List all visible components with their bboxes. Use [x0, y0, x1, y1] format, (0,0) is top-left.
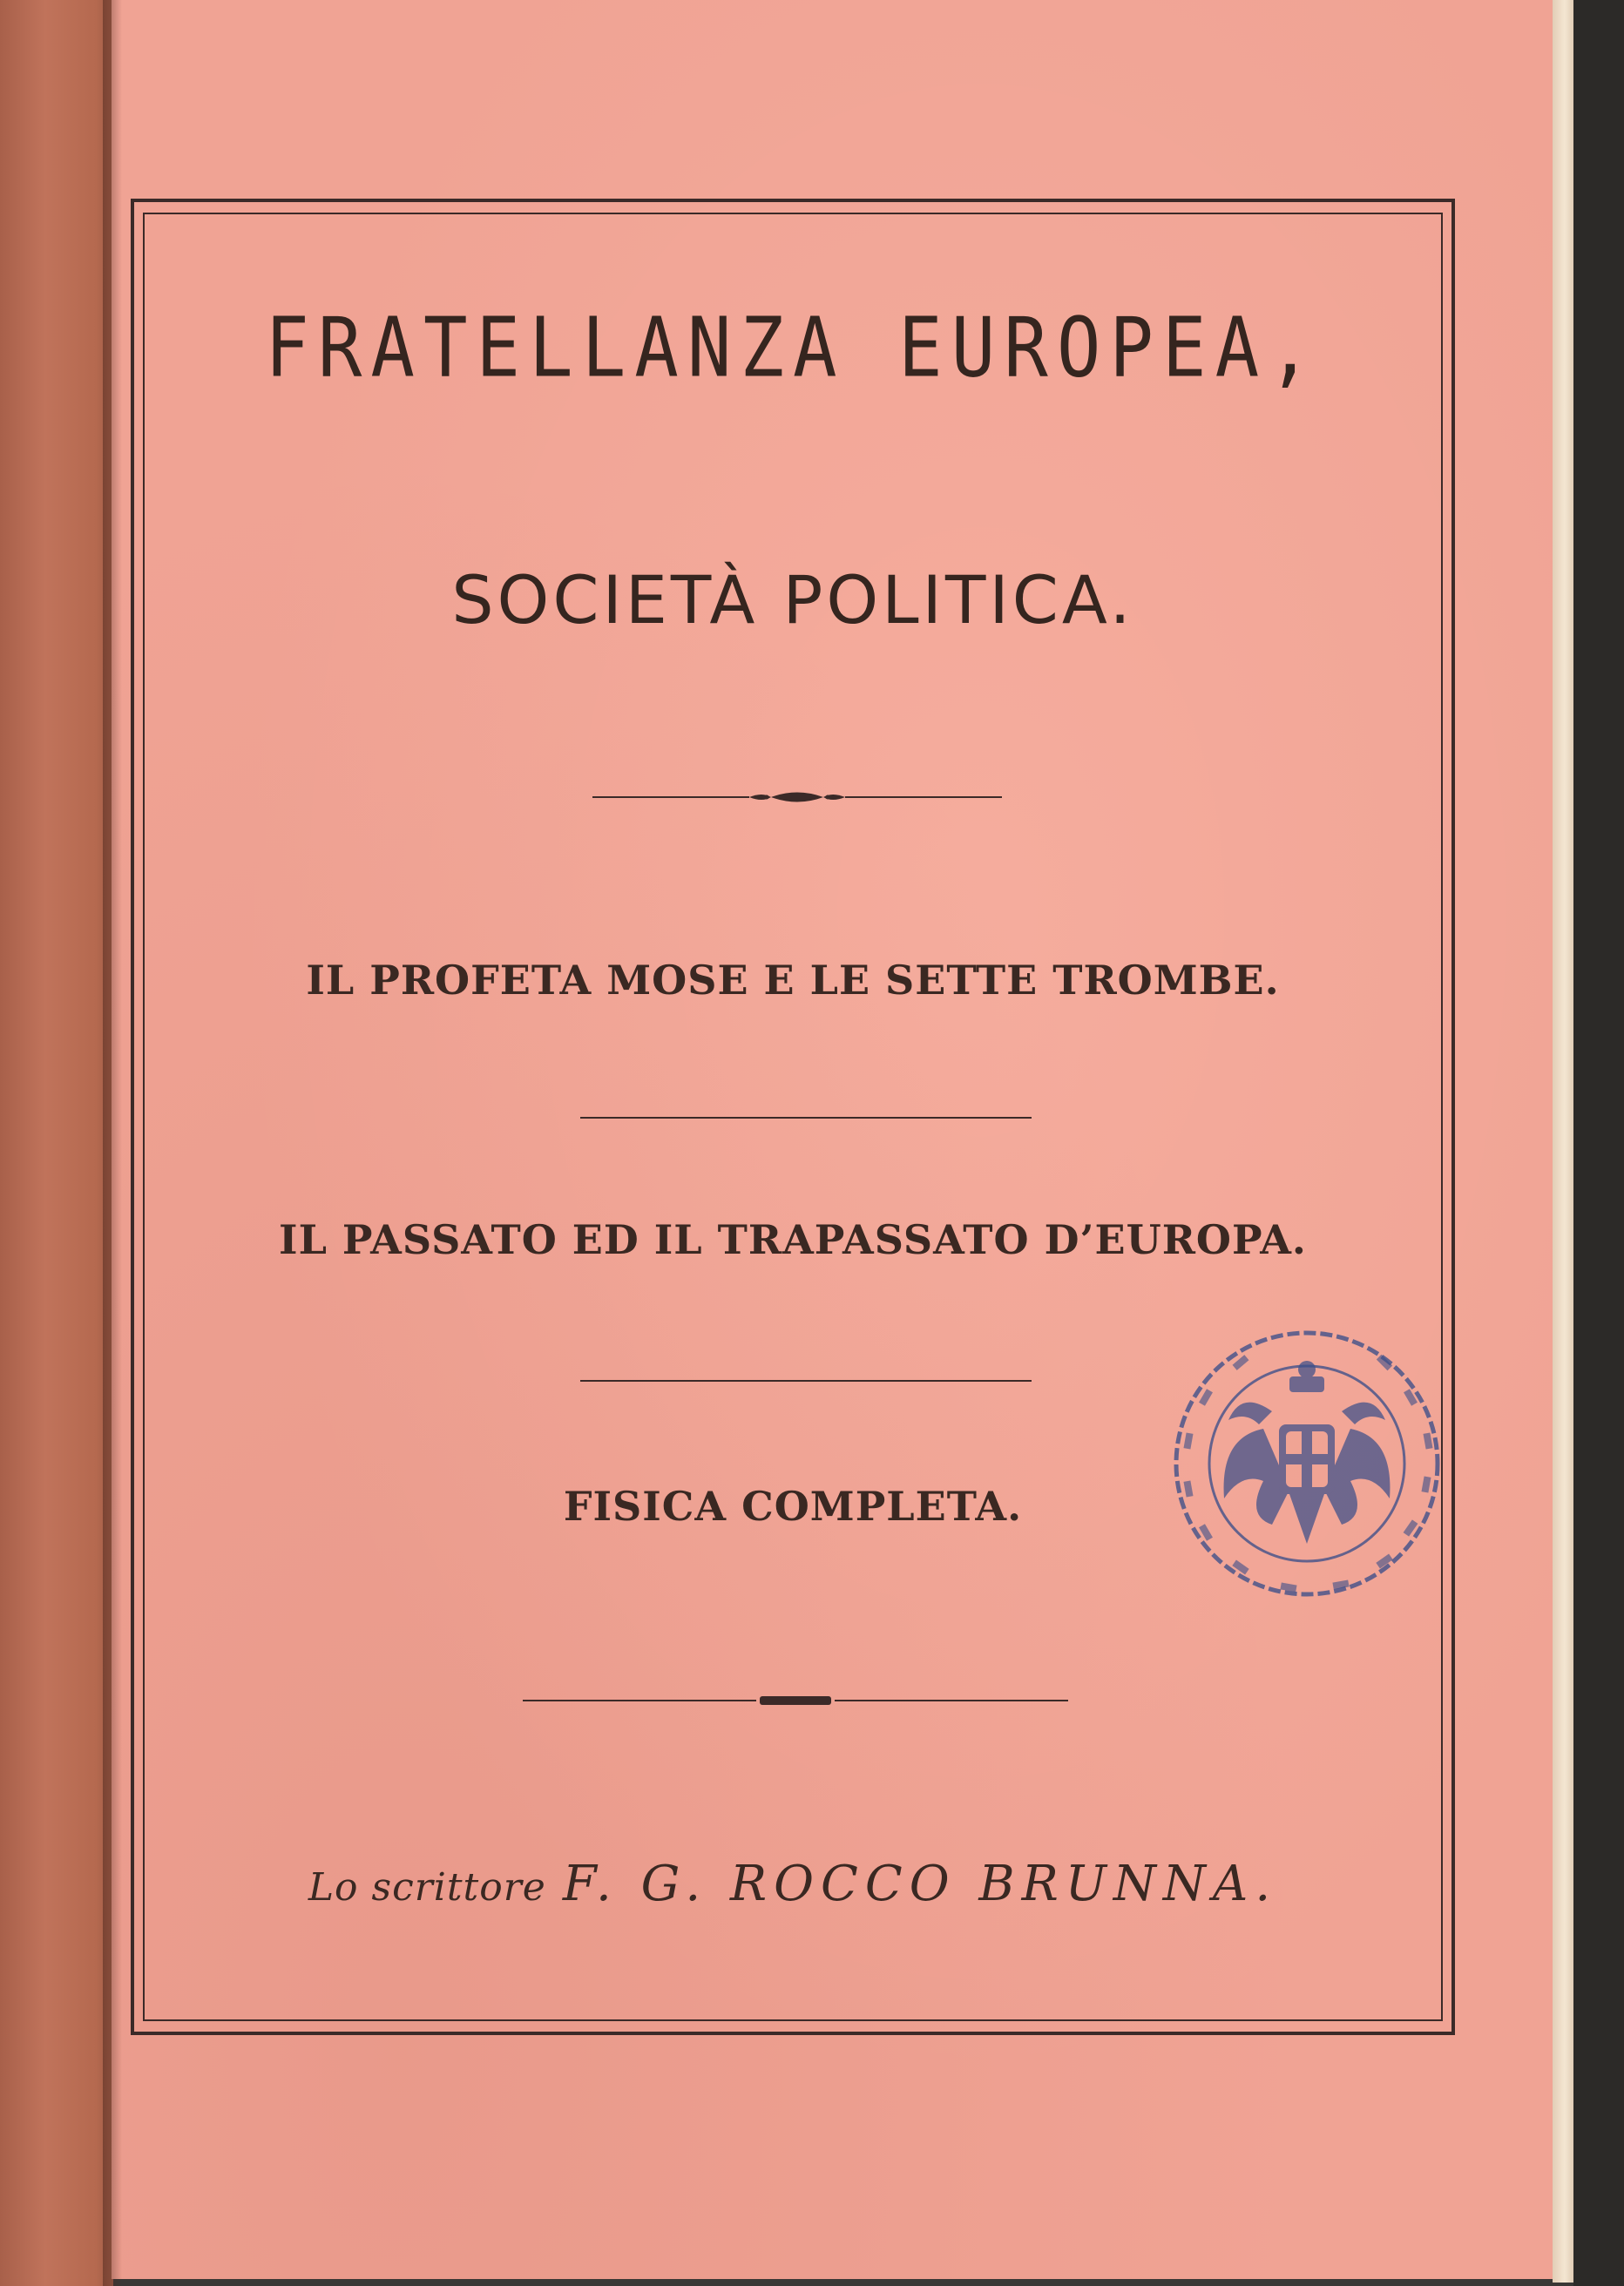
author-line	[143, 1856, 1443, 1912]
double-headed-eagle-icon	[1224, 1361, 1391, 1544]
scan-background	[1573, 0, 1624, 2286]
library-stamp-icon	[1159, 1315, 1455, 1612]
section-heading-3: FISICA COMPLETA.	[563, 1483, 1023, 1530]
page-subtitle: SOCIETÀ POLITICA.	[451, 561, 1134, 639]
gutter-shadow	[103, 0, 122, 2286]
section-divider-2	[580, 1380, 1032, 1382]
page-title: FRATELLANZA EUROPEA,	[265, 300, 1321, 396]
section-divider-1	[580, 1117, 1032, 1119]
author-name: F. G. ROCCO BRUNNA.	[562, 1856, 1278, 1912]
section-heading-2: IL PASSATO ED IL TRAPASSATO D’EUROPA.	[279, 1216, 1307, 1263]
author-prefix: Lo scrittore	[308, 1865, 546, 1910]
book-cover-spine	[0, 0, 113, 2286]
ornament-divider-icon	[592, 784, 1002, 810]
ornament-rule-icon	[523, 1692, 1068, 1709]
section-heading-1: IL PROFETA MOSE E LE SETTE TROMBE.	[306, 957, 1280, 1004]
